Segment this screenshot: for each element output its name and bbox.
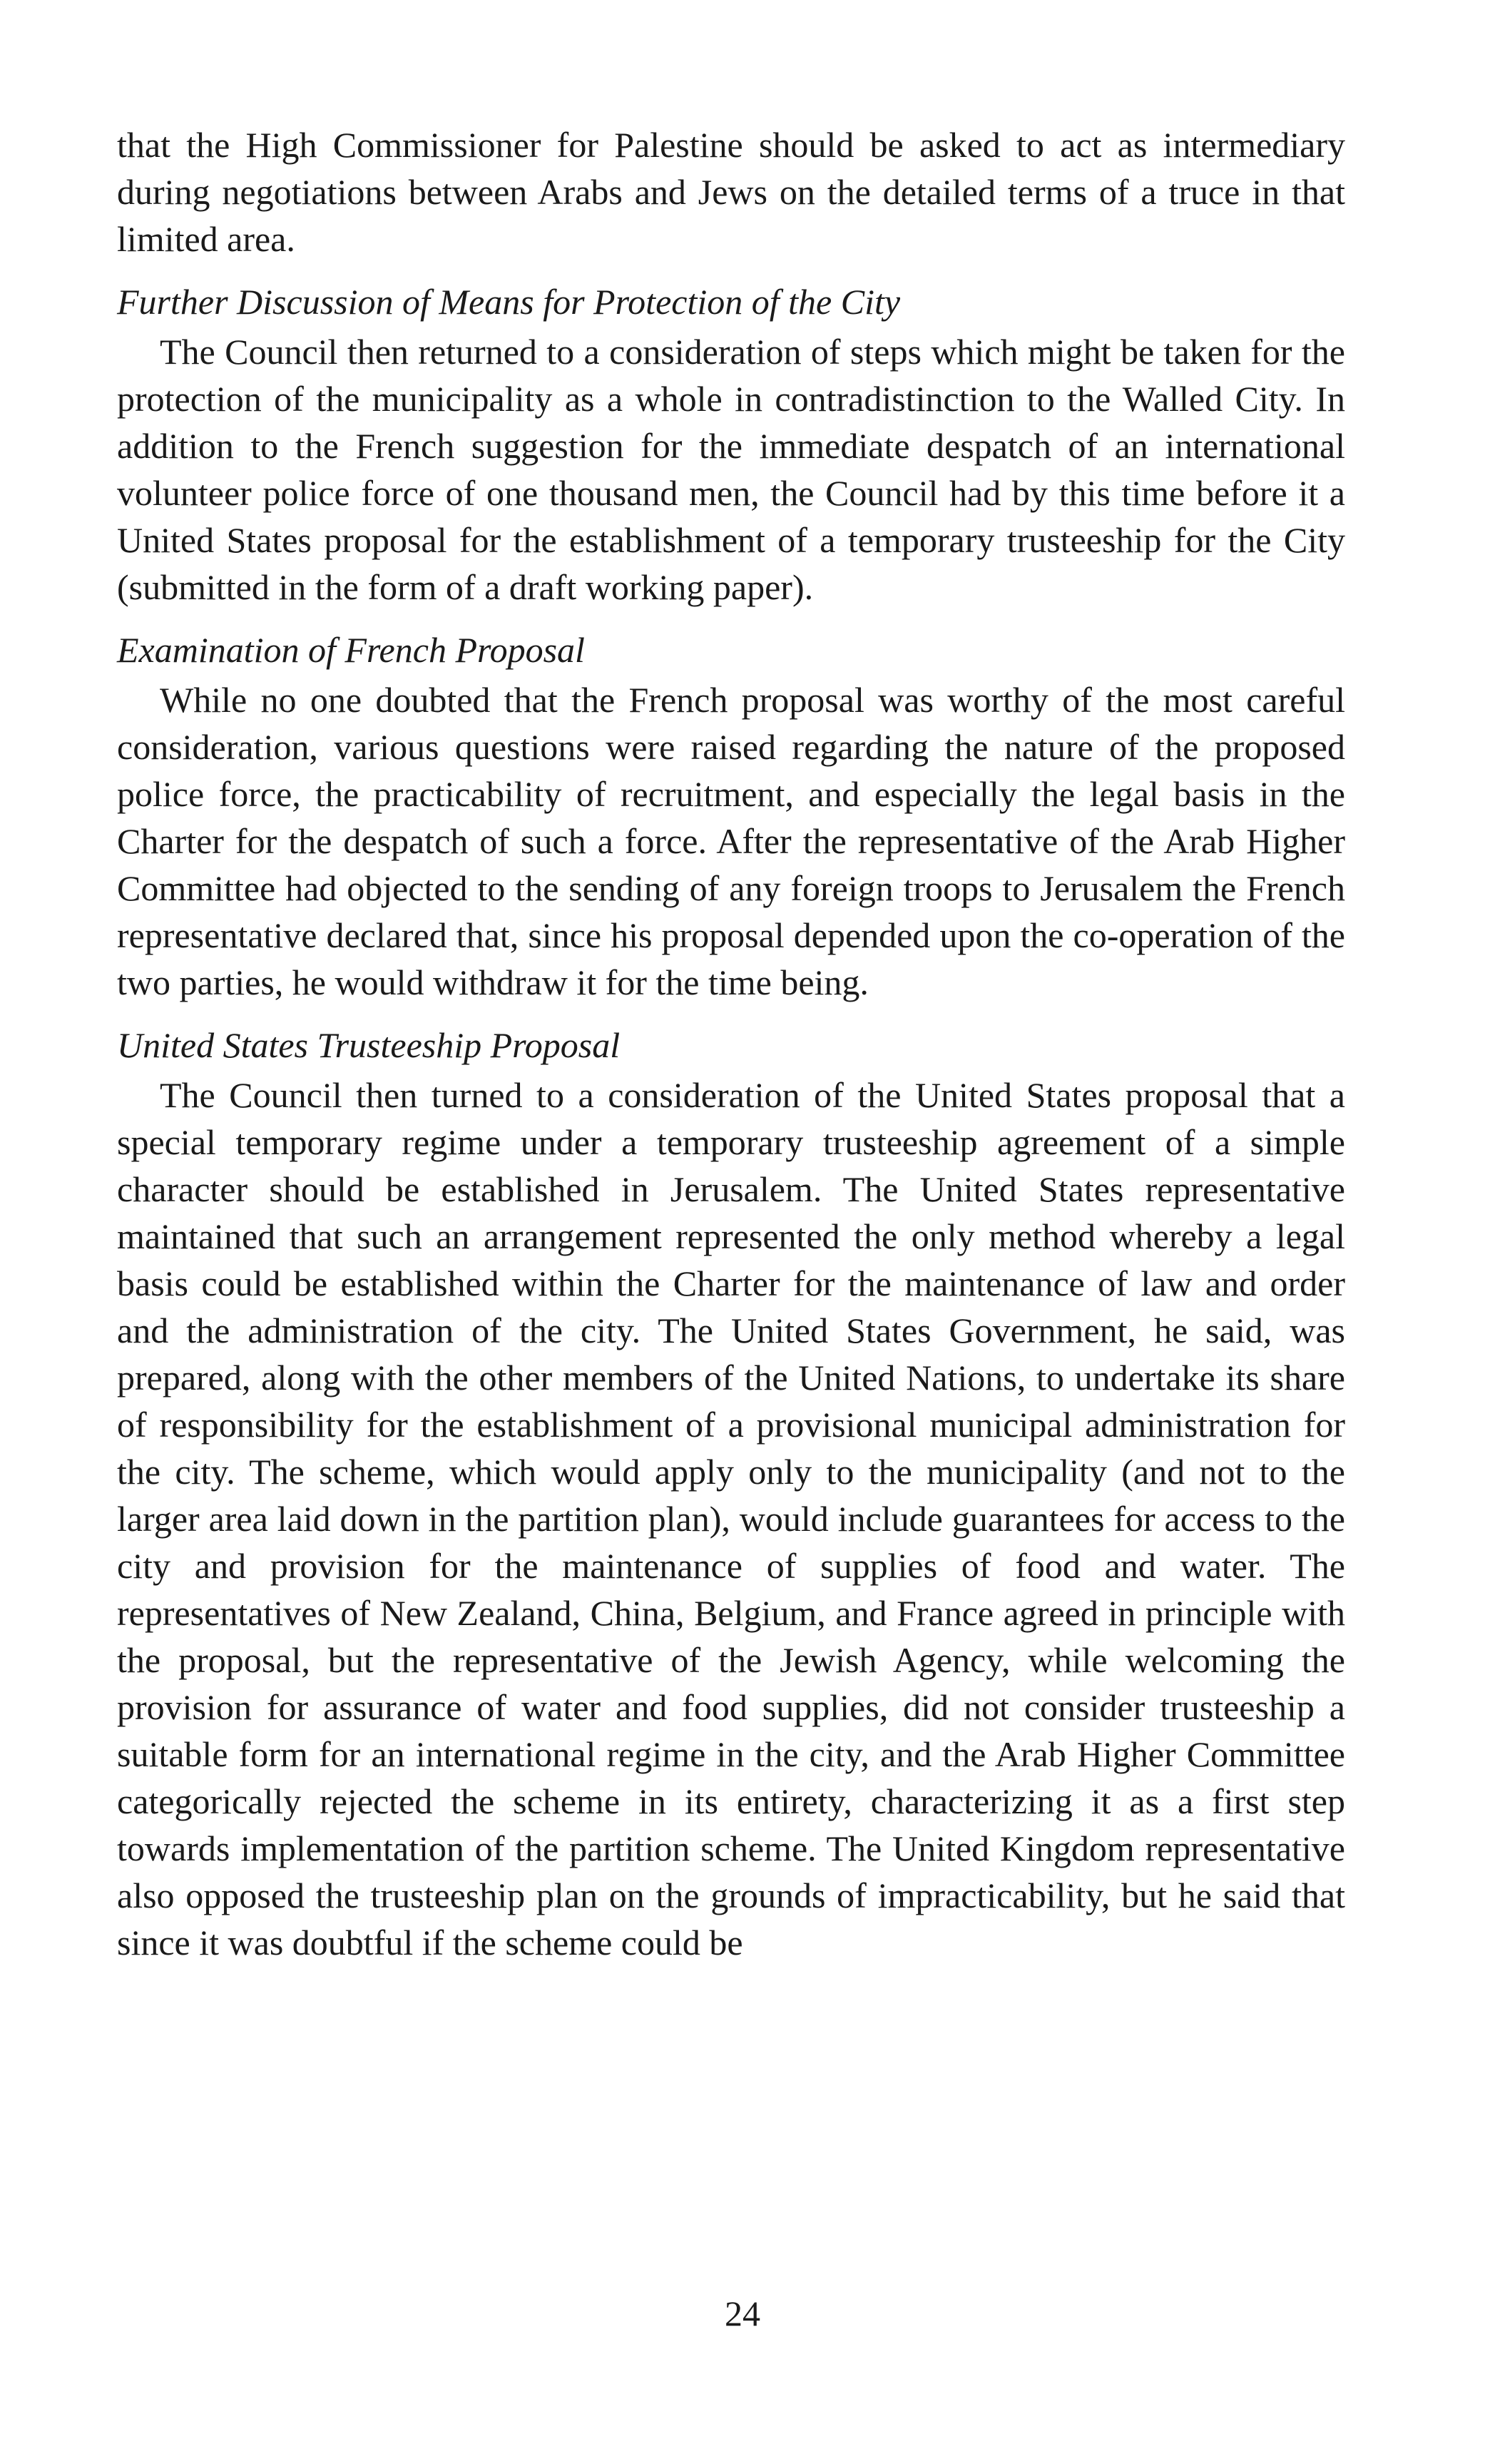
paragraph-french-proposal: While no one doubted that the French proposal was worthy of the most careful consideration, various questions were raised regarding the nature of the proposed police force, the practicability of recruitment, and especially the legal basis in the Charter for the despatch of such a force. After the representative of the Arab Higher Committee had objected to the sending of any foreign troops to Jerusalem the French representative declared that, since his proposal depended upon the co-operation of the two parties, he would withdraw it for the time being. xyxy=(117,680,1345,1002)
paragraph-protection-of-city: The Council then returned to a consideration of steps which might be taken for the protection of the municipality as a whole in contradistinction to the Walled City. In addition to the French suggestion for the immediate despatch of an international volunteer police force of one thousand men, the Council had by this time before it a United States proposal for the establishment of a temporary trusteeship for the City (submitted in the form of a draft working paper). xyxy=(117,332,1345,607)
paragraph-continuation: that the High Commissioner for Palestine should be asked to act as intermediary during negotiations between Arabs and Jews on the detailed terms of a truce in that limited area. xyxy=(117,125,1345,259)
section-heading-protection-of-city: Further Discussion of Means for Protection of the City xyxy=(117,282,901,322)
page-number: 24 xyxy=(725,2294,760,2333)
paragraph-us-trusteeship: The Council then turned to a consideration of the United States proposal that a special temporary regime under a temporary trusteeship agreement of a simple character should be established in Jerusalem. The United States representative maintained that such an arrangement represented the only method whereby a legal basis could be established within the Charter for the maintenance of law and order and the administration of the city. The United States Government, he said, was prepared, along with the other members of the United Nations, to undertake its share of responsibility for the establishment of a provisional municipal administration for the city. The scheme, which would apply only to the municipality (and not to the larger area laid down in the partition plan), would include guarantees for access to the city and provision for the maintenance of supplies of food and water. The representatives of New Zealand, China, Belgium, and France agreed in principle with the proposal, but the representative of the Jewish Agency, while welcoming the provision for assurance of water and food supplies, did not consider trusteeship a suitable form for an international regime in the city, and the Arab Higher Committee categorically rejected the scheme in its entirety, characterizing it as a first step towards implementation of the partition scheme. The United Kingdom representative also opposed the trusteeship plan on the grounds of impracticability, but he said that since it was doubtful if the scheme could be xyxy=(117,1075,1345,1962)
document-body xyxy=(117,121,1345,1966)
section-heading-us-trusteeship: United States Trusteeship Proposal xyxy=(117,1025,621,1065)
section-heading-french-proposal: Examination of French Proposal xyxy=(117,630,585,670)
